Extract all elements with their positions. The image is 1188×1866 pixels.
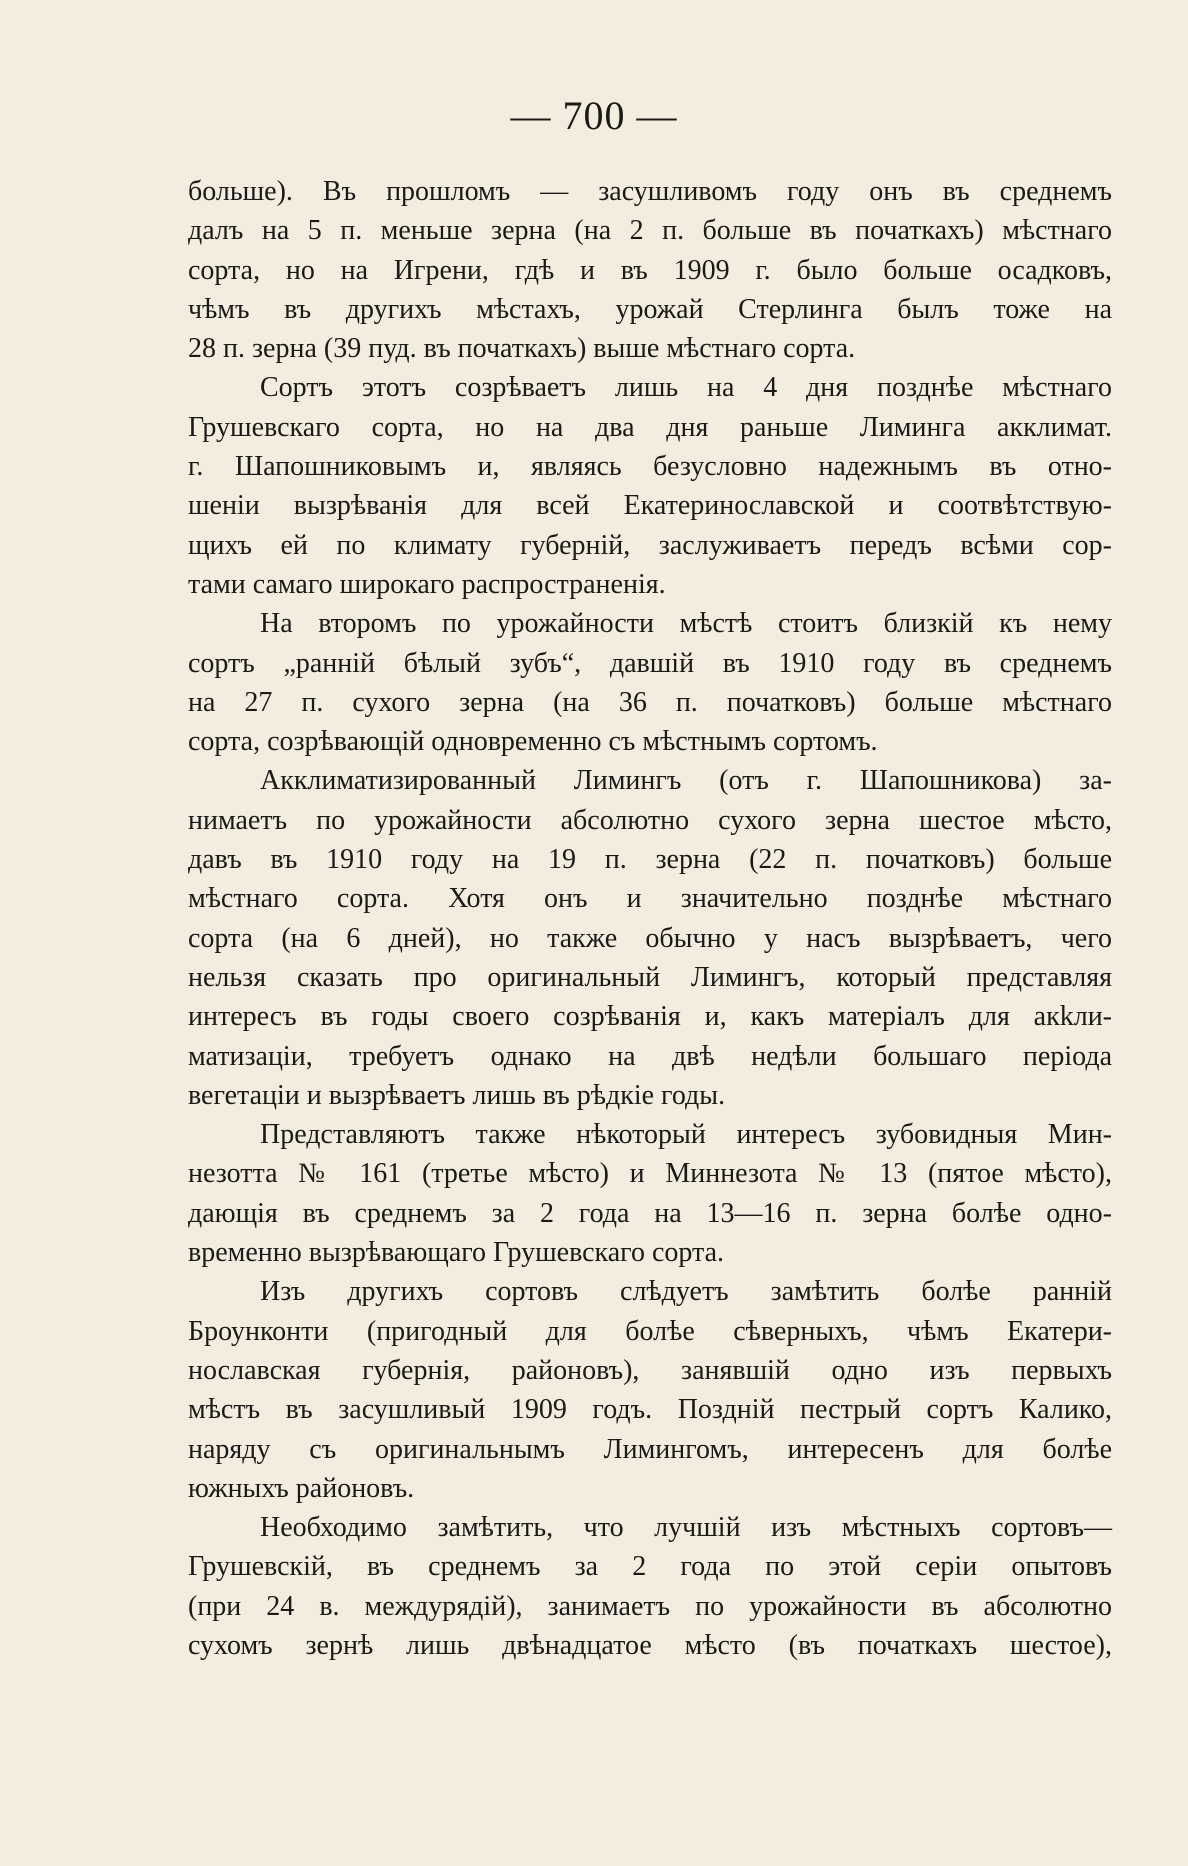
- text-line: мѣстъ въ засушливый 1909 годъ. Поздній пестрый сортъ Калико,: [188, 1394, 1112, 1426]
- text-line: нельзя сказать про оригинальный Лимингъ, который представляя: [188, 961, 1112, 993]
- body-text: [188, 172, 1112, 1665]
- text-line: на 27 п. сухого зерна (на 36 п. початковъ) больше мѣстнаго: [188, 686, 1112, 718]
- text-line: мѣстнаго сорта. Хотя онъ и значительно позднѣе мѣстнаго: [188, 883, 1112, 915]
- text-line: чѣмъ въ другихъ мѣстахъ, урожай Стерлинга былъ тоже на: [188, 293, 1112, 325]
- text-line: шеніи вызрѣванія для всей Екатеринославской и соотвѣтствую-: [188, 490, 1112, 522]
- text-line: Броунконти (пригодный для болѣе сѣверныхъ, чѣмъ Екатери-: [188, 1315, 1112, 1347]
- text-line: Грушевскаго сорта, но на два дня раньше Лиминга акклимат.: [188, 411, 1112, 443]
- text-line: сорта (на 6 дней), но также обычно у насъ вызрѣваетъ, чего: [188, 922, 1112, 954]
- text-line: Акклиматизированный Лимингъ (отъ г. Шапошникова) за-: [260, 765, 1112, 797]
- text-line: Сортъ этотъ созрѣваетъ лишь на 4 дня позднѣе мѣстнаго: [260, 372, 1112, 404]
- text-line: наряду съ оригинальнымъ Лимингомъ, интересенъ для болѣе: [188, 1433, 1112, 1465]
- text-line: тами самаго широкаго распространенія.: [188, 568, 666, 600]
- text-line: нимаетъ по урожайности абсолютно сухого зерна шестое мѣсто,: [188, 804, 1112, 836]
- text-line: больше). Въ прошломъ — засушливомъ году онъ въ среднемъ: [188, 176, 1112, 207]
- text-line: сухомъ зернѣ лишь двѣнадцатое мѣсто (въ початкахъ шестое),: [188, 1629, 1112, 1661]
- text-line: незотта № 161 (третье мѣсто) и Миннезота № 13 (пятое мѣсто),: [188, 1158, 1112, 1190]
- text-line: матизаціи, требуетъ однако на двѣ недѣли большаго періода: [188, 1040, 1112, 1072]
- text-line: Грушевскій, въ среднемъ за 2 года по этой серіи опытовъ: [188, 1551, 1112, 1583]
- text-line: сортъ „ранній бѣлый зубъ“, давшій въ 1910 году въ среднемъ: [188, 647, 1112, 679]
- text-line: 28 п. зерна (39 пуд. въ початкахъ) выше мѣстнаго сорта.: [188, 333, 856, 365]
- text-line: нославская губернія, районовъ), занявшій одно изъ первыхъ: [188, 1354, 1112, 1386]
- text-line: Представляютъ также нѣкоторый интересъ зубовидныя Мин-: [260, 1119, 1112, 1151]
- page-number: — 700 —: [510, 93, 678, 138]
- text-line: сорта, но на Игрени, гдѣ и въ 1909 г. было больше осадковъ,: [188, 254, 1112, 286]
- text-line: (при 24 в. междурядій), занимаетъ по урожайности въ абсолютно: [188, 1590, 1112, 1622]
- text-line: щихъ ей по климату губерній, заслуживаетъ передъ всѣми сор-: [188, 529, 1112, 561]
- text-line: Изъ другихъ сортовъ слѣдуетъ замѣтить болѣе ранній: [260, 1276, 1112, 1308]
- text-line: На второмъ по урожайности мѣстѣ стоитъ близкій къ нему: [260, 608, 1112, 640]
- text-line: давъ въ 1910 году на 19 п. зерна (22 п. початковъ) больше: [188, 844, 1112, 876]
- text-line: интересъ въ годы своего созрѣванія и, какъ матеріалъ для акkли-: [188, 1001, 1112, 1033]
- text-line: Необходимо замѣтить, что лучшій изъ мѣстныхъ сортовъ—: [260, 1512, 1112, 1544]
- text-line: далъ на 5 п. меньше зерна (на 2 п. больше въ початкахъ) мѣстнаго: [188, 215, 1112, 247]
- text-line: дающія въ среднемъ за 2 года на 13—16 п. зерна болѣе одно-: [188, 1197, 1112, 1229]
- text-line: сорта, созрѣвающій одновременно съ мѣстнымъ сортомъ.: [188, 726, 878, 758]
- text-line: г. Шапошниковымъ и, являясь безусловно надежнымъ въ отно-: [188, 451, 1112, 483]
- text-line: вегетаціи и вызрѣваетъ лишь въ рѣдкіе годы.: [188, 1079, 726, 1111]
- text-line: южныхъ районовъ.: [188, 1472, 415, 1504]
- text-line: временно вызрѣвающаго Грушевскаго сорта.: [188, 1237, 725, 1269]
